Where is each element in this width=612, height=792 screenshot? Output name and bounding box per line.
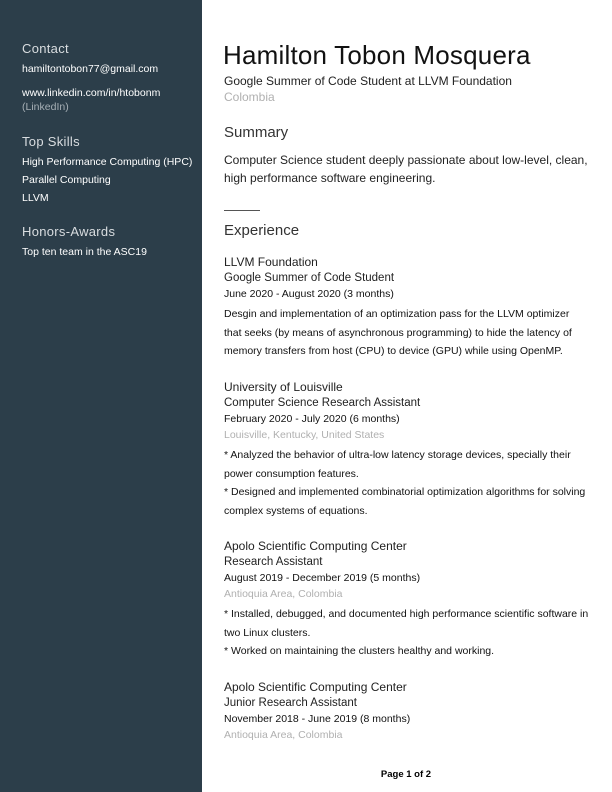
description-line: * Worked on maintaining the clusters healthy and working. — [224, 645, 495, 657]
job-title: Research Assistant — [224, 556, 323, 568]
job-description — [224, 446, 594, 520]
job-description — [224, 605, 594, 661]
summary-line: Computer Science student deeply passionate about low-level, clean, — [224, 153, 588, 167]
skill-item: High Performance Computing (HPC) — [22, 156, 193, 168]
profile-headline: Google Summer of Code Student at LLVM Foundation — [224, 74, 512, 88]
company-name: University of Louisville — [224, 380, 343, 394]
job-dates: August 2019 - December 2019 (5 months) — [224, 572, 421, 584]
job-title: Computer Science Research Assistant — [224, 397, 421, 409]
job-description — [224, 305, 594, 361]
job-location: Antioquia Area, Colombia — [224, 588, 343, 600]
experience-entry — [224, 379, 594, 520]
job-dates: November 2018 - June 2019 (8 months) — [224, 713, 411, 725]
description-line: * Designed and implemented combinatorial optimization algorithms for solving — [224, 486, 586, 498]
job-dates: February 2020 - July 2020 (6 months) — [224, 413, 400, 425]
company-name: Apolo Scientific Computing Center — [224, 539, 407, 553]
summary-heading: Summary — [224, 124, 289, 141]
section-divider — [224, 210, 260, 211]
linkedin-link[interactable]: www.linkedin.com/in/htobonm — [22, 87, 161, 99]
skill-item: LLVM — [22, 192, 49, 204]
description-line: that seeks (by means of asynchronous programming) to hide the latency of — [224, 326, 572, 339]
description-line: complex systems of equations. — [224, 504, 368, 517]
experience-entry — [224, 538, 594, 661]
job-dates: June 2020 - August 2020 (3 months) — [224, 288, 394, 300]
honor-item: Top ten team in the ASC19 — [22, 246, 147, 258]
description-line: memory transfers from host (CPU) to device (GPU) while using OpenMP. — [224, 345, 563, 357]
job-title: Google Summer of Code Student — [224, 272, 395, 284]
skills-heading: Top Skills — [22, 134, 80, 149]
job-location: Antioquia Area, Colombia — [224, 729, 343, 741]
description-line: * Analyzed the behavior of ultra-low latency storage devices, specially their — [224, 449, 571, 461]
profile-name: Hamilton Tobon Mosquera — [223, 40, 531, 70]
description-line: * Installed, debugged, and documented high performance scientific software in — [224, 608, 589, 620]
experience-entry — [224, 254, 594, 361]
contact-heading: Contact — [22, 41, 69, 56]
email-link[interactable]: hamiltontobon77@gmail.com — [22, 63, 159, 75]
job-title: Junior Research Assistant — [224, 697, 357, 709]
page-number: Page 1 of 2 — [380, 769, 432, 780]
sidebar — [0, 0, 202, 792]
honors-heading: Honors-Awards — [22, 224, 116, 239]
skill-item: Parallel Computing — [22, 174, 111, 186]
experience-heading: Experience — [224, 222, 300, 239]
company-name: Apolo Scientific Computing Center — [224, 680, 407, 694]
description-line: two Linux clusters. — [224, 626, 311, 639]
description-line: power consumption features. — [224, 467, 359, 480]
profile-location: Colombia — [224, 90, 275, 104]
description-line: Desgin and implementation of an optimization pass for the LLVM optimizer — [224, 308, 570, 320]
linkedin-label: (LinkedIn) — [22, 101, 69, 113]
job-location: Louisville, Kentucky, United States — [224, 429, 385, 441]
summary-line: high performance software engineering. — [224, 171, 436, 185]
company-name: LLVM Foundation — [224, 255, 318, 269]
experience-entry — [224, 679, 594, 743]
